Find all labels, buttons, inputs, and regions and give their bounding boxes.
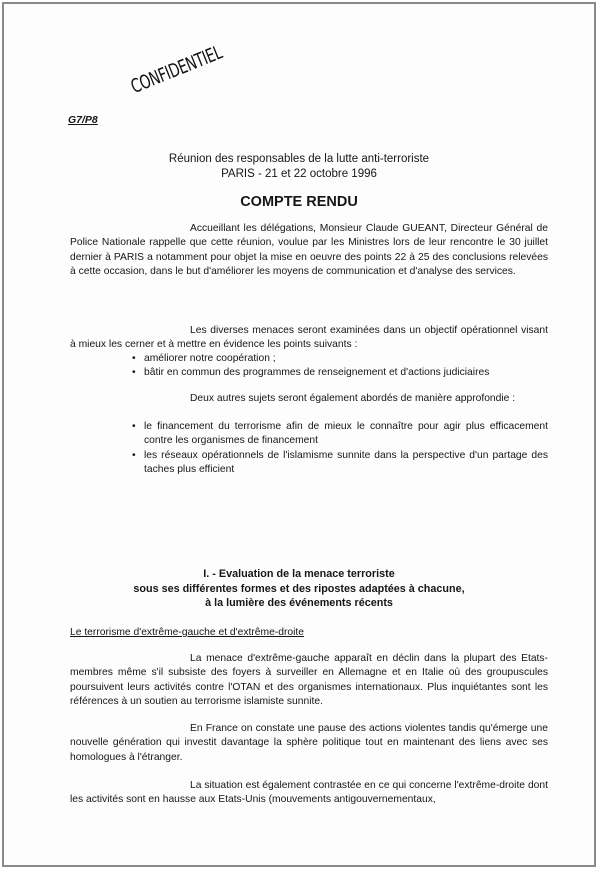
paragraph-threats: Les diverses menaces seront examinées dans un objectif opérationnel visant à mieux les cerner et à mettre en évidence les points suivants : <box>70 325 548 351</box>
section-subheading: Le terrorisme d'extrême-gauche et d'extrême-droite <box>70 627 304 638</box>
list-item: • bâtir en commun des programmes de renseignement et d'actions judiciaires <box>132 366 548 380</box>
header-location-date: PARIS - 21 et 22 octobre 1996 <box>221 168 377 180</box>
paragraph-topics: Deux autres sujets seront également abordés de manière approfondie : <box>190 393 516 404</box>
document-page <box>2 2 596 867</box>
paragraph-france: En France on constate une pause des actions violentes tandis qu'émerge une nouvelle génération qui investit davantage la sphère politique tout en maintenant des liens avec ses homologues à l'étranger. <box>70 723 548 763</box>
document-reference: G7/P8 <box>68 114 98 126</box>
list-item: • le financement du terrorisme afin de mieux le connaître pour agir plus efficacement contre les organismes de financement <box>132 421 548 447</box>
document-title: COMPTE RENDU <box>240 194 358 210</box>
bullet-list-topics <box>132 420 548 477</box>
paragraph-far-right: La situation est également contrastée en ce qui concerne l'extrême-droite dont les activités sont en hausse aux Etats-Unis (mouvements antigouvernementaux, <box>70 780 548 806</box>
section-heading: I. - Evaluation de la menace terroriste sous ses différentes formes et des ripostes adaptées à chacune, à la lumière des événements récents <box>133 568 465 609</box>
bullet-list-objectives <box>132 352 548 381</box>
paragraph-far-left: La menace d'extrême-gauche apparaît en déclin dans la plupart des Etats-membres même s'il subsiste des foyers à surveiller en Allemagne et en Italie où des groupuscules poursuivent leurs activités contre l'OTAN et des organismes internationaux. Plus inquiétantes sont les références à un soutien au terrorisme islamiste sunnite. <box>70 653 548 707</box>
document-header <box>4 152 594 182</box>
list-item: • améliorer notre coopération ; <box>132 352 548 366</box>
paragraph-intro: Accueillant les délégations, Monsieur Claude GUEANT, Directeur Général de Police Nationale rappelle que cette réunion, voulue par les Ministres lors de leur rencontre le 30 juillet dernier à PARIS a notamment pour objet la mise en oeuvre des points 22 à 25 des conclusions relevées à cette occasion, dans le but d'améliorer les moyens de communication et d'analyse des services. <box>70 223 548 277</box>
bullet-icon: • <box>132 367 136 379</box>
bullet-icon: • <box>132 449 136 461</box>
confidential-stamp: CONFIDENTIEL <box>127 41 226 98</box>
header-meeting-title: Réunion des responsables de la lutte anti-terroriste <box>168 153 430 165</box>
list-item: • les réseaux opérationnels de l'islamisme sunnite dans la perspective d'un partage des taches plus efficient <box>132 449 548 475</box>
bullet-icon: • <box>132 353 136 364</box>
bullet-icon: • <box>132 421 136 432</box>
